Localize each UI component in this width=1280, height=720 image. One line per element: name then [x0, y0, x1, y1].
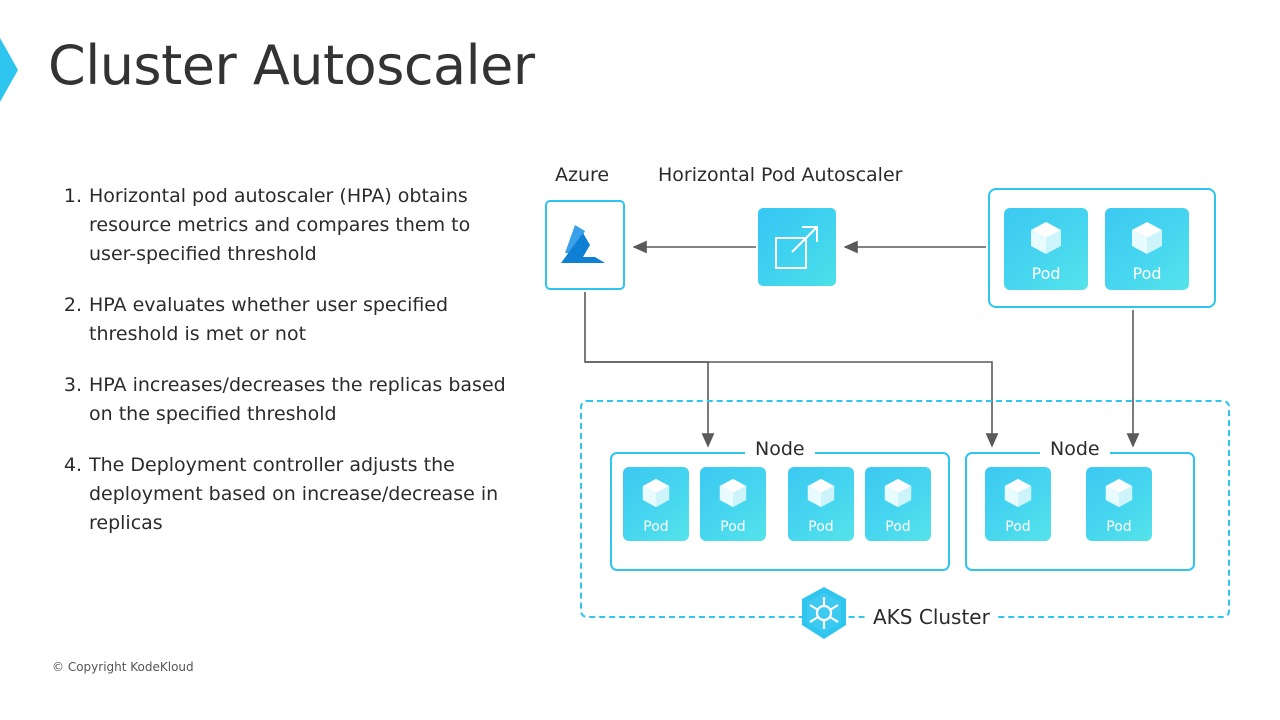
- pod[interactable]: [700, 467, 766, 541]
- pod-label: Pod: [1005, 519, 1031, 535]
- pod-label: Pod: [1132, 264, 1162, 283]
- cube-icon: [1104, 477, 1134, 509]
- list-item-text: Horizontal pod autoscaler (HPA) obtains resource metrics and compares them to user-specified threshold: [89, 185, 471, 265]
- cube-icon: [883, 477, 913, 509]
- azure-label: Azure: [555, 164, 610, 186]
- hpa-box[interactable]: [758, 208, 836, 286]
- pod-label: Pod: [885, 519, 911, 535]
- cube-icon: [1003, 477, 1033, 509]
- copyright-footer: © Copyright KodeKloud: [52, 660, 194, 674]
- page-title: Cluster Autoscaler: [48, 34, 535, 97]
- pod[interactable]: [865, 467, 931, 541]
- pod[interactable]: [1086, 467, 1152, 541]
- aks-cluster-label: AKS Cluster: [867, 605, 996, 629]
- autoscale-icon: [774, 224, 820, 270]
- pod-label: Pod: [808, 519, 834, 535]
- node-label-left: Node: [745, 438, 815, 460]
- list-item-number: 4.: [63, 454, 82, 476]
- list-item-text: HPA evaluates whether user specified threshold is met or not: [89, 294, 449, 345]
- azure-box[interactable]: [545, 200, 625, 290]
- pod[interactable]: [1004, 208, 1088, 290]
- pod[interactable]: [623, 467, 689, 541]
- pod[interactable]: [1105, 208, 1189, 290]
- list-item-number: 3.: [63, 374, 82, 396]
- pod-label: Pod: [1031, 264, 1061, 283]
- hpa-label: Horizontal Pod Autoscaler: [658, 164, 903, 186]
- pod[interactable]: [985, 467, 1051, 541]
- cube-icon: [718, 477, 748, 509]
- list-item-number: 1.: [63, 185, 82, 207]
- list-item-number: 2.: [63, 294, 82, 316]
- list-item: [52, 371, 522, 429]
- cube-icon: [1130, 220, 1164, 256]
- list-item: [52, 451, 522, 538]
- pod-label: Pod: [1106, 519, 1132, 535]
- list-item: [52, 291, 522, 349]
- cube-icon: [1029, 220, 1063, 256]
- node-label-right: Node: [1040, 438, 1110, 460]
- cube-icon: [806, 477, 836, 509]
- cube-icon: [641, 477, 671, 509]
- pod-label: Pod: [720, 519, 746, 535]
- list-item-text: The Deployment controller adjusts the deployment based on increase/decrease in replicas: [89, 454, 499, 534]
- architecture-diagram: [540, 150, 1250, 650]
- top-node-box: [988, 188, 1216, 308]
- kubernetes-icon: [795, 585, 853, 643]
- steps-list: [52, 182, 522, 560]
- pod[interactable]: [788, 467, 854, 541]
- azure-icon: [559, 223, 611, 267]
- pod-label: Pod: [643, 519, 669, 535]
- list-item-text: HPA increases/decreases the replicas based on the specified threshold: [89, 374, 506, 425]
- title-chevron-icon: [0, 38, 34, 102]
- list-item: [52, 182, 522, 269]
